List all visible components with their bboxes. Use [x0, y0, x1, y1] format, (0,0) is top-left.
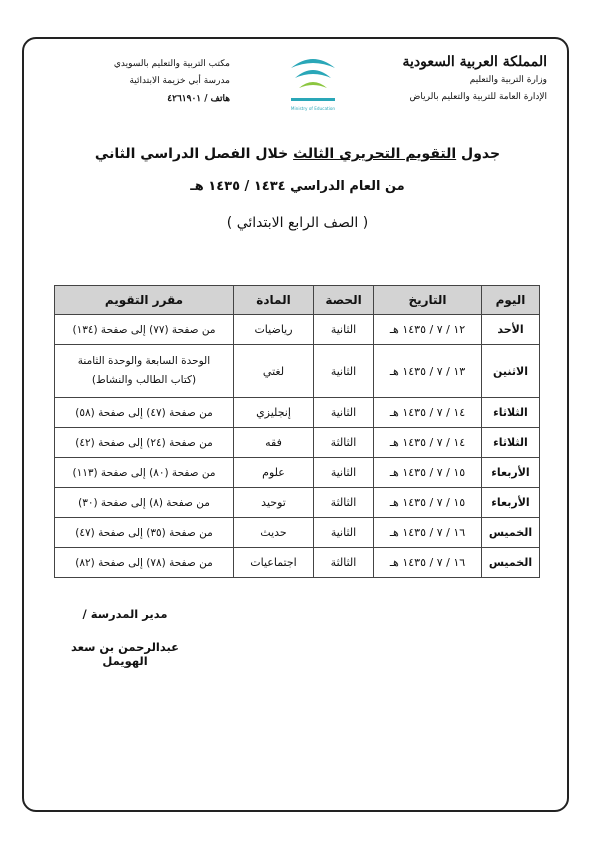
cell-day: الثلاثاء — [482, 428, 540, 458]
cell-period: الثانية — [314, 518, 374, 548]
table-row — [55, 315, 540, 345]
schedule-table — [54, 285, 540, 578]
cell-date: ١٦ / ٧ / ١٤٣٥ هـ — [374, 548, 482, 578]
cell-scope: من صفحة (٢٤) إلى صفحة (٤٢) — [55, 428, 234, 458]
cell-subject: رياضيات — [234, 315, 314, 345]
cell-period: الثالثة — [314, 488, 374, 518]
cell-scope — [55, 345, 234, 398]
table-row — [55, 345, 540, 398]
directorate-name: الإدارة العامة للتربية والتعليم بالرياض — [409, 92, 547, 102]
header-period: الحصة — [314, 286, 374, 315]
logo-caption: Ministry of Education — [290, 106, 336, 111]
academic-year: من العام الدراسي ١٤٣٤ / ١٤٣٥ هـ — [190, 179, 405, 194]
cell-subject: لغتي — [234, 345, 314, 398]
cell-date: ١٥ / ٧ / ١٤٣٥ هـ — [374, 488, 482, 518]
table-header-row — [55, 286, 540, 315]
cell-day: الخميس — [482, 548, 540, 578]
cell-period: الثالثة — [314, 428, 374, 458]
ministry-name: وزارة التربية والتعليم — [469, 75, 547, 85]
cell-subject: علوم — [234, 458, 314, 488]
cell-date: ١٤ / ٧ / ١٤٣٥ هـ — [374, 428, 482, 458]
cell-subject: اجتماعيات — [234, 548, 314, 578]
header-subject: المادة — [234, 286, 314, 315]
cell-date: ١٢ / ٧ / ١٤٣٥ هـ — [374, 315, 482, 345]
cell-subject: حديث — [234, 518, 314, 548]
cell-subject: توحيد — [234, 488, 314, 518]
header-date: التاريخ — [374, 286, 482, 315]
header-left-block — [80, 56, 230, 109]
cell-subject: فقه — [234, 428, 314, 458]
cell-period: الثالثة — [314, 548, 374, 578]
cell-period: الثانية — [314, 315, 374, 345]
school-name: مدرسة أبي خزيمة الابتدائية — [129, 76, 230, 86]
cell-day: الثلاثاء — [482, 398, 540, 428]
header-scope: مقرر التقويم — [55, 286, 234, 315]
cell-period: الثانية — [314, 398, 374, 428]
scope-line-1: الوحدة السابعة والوحدة الثامنة — [77, 355, 211, 367]
cell-date: ١٥ / ٧ / ١٤٣٥ هـ — [374, 458, 482, 488]
cell-scope: من صفحة (٣٥) إلى صفحة (٤٧) — [55, 518, 234, 548]
table-row — [55, 488, 540, 518]
cell-day: الأربعاء — [482, 488, 540, 518]
title-pre: جدول — [456, 146, 501, 162]
cell-scope: من صفحة (٧٧) إلى صفحة (١٣٤) — [55, 315, 234, 345]
title-underlined: التقويم التحريري الثالث — [293, 146, 457, 162]
cell-date: ١٣ / ٧ / ١٤٣٥ هـ — [374, 345, 482, 398]
header-day: اليوم — [482, 286, 540, 315]
grade-label: ( الصف الرابع الابتدائي ) — [226, 215, 369, 231]
cell-scope: من صفحة (٧٨) إلى صفحة (٨٢) — [55, 548, 234, 578]
kingdom-name: المملكة العربية السعودية — [402, 54, 547, 70]
cell-scope: من صفحة (٨) إلى صفحة (٣٠) — [55, 488, 234, 518]
cell-day: الخميس — [482, 518, 540, 548]
cell-period: الثانية — [314, 345, 374, 398]
signature-name: عبدالرحمن بن سعد الهويمل — [70, 640, 180, 668]
table-row — [55, 548, 540, 578]
cell-date: ١٤ / ٧ / ١٤٣٥ هـ — [374, 398, 482, 428]
title-post: خلال الفصل الدراسي الثاني — [94, 146, 294, 162]
school-phone: هاتف / ٤٢٦١٩٠١ — [167, 94, 230, 104]
cell-scope: من صفحة (٨٠) إلى صفحة (١١٣) — [55, 458, 234, 488]
office-name: مكتب التربية والتعليم بالسويدي — [113, 59, 230, 69]
table-row — [55, 428, 540, 458]
cell-day: الاثنين — [482, 345, 540, 398]
cell-subject: إنجليزي — [234, 398, 314, 428]
cell-period: الثانية — [314, 458, 374, 488]
table-row — [55, 398, 540, 428]
cell-scope: من صفحة (٤٧) إلى صفحة (٥٨) — [55, 398, 234, 428]
document-title — [0, 146, 595, 162]
cell-date: ١٦ / ٧ / ١٤٣٥ هـ — [374, 518, 482, 548]
header-right-block — [357, 52, 547, 106]
table-row — [55, 458, 540, 488]
scope-line-2: (كتاب الطالب والنشاط) — [91, 374, 197, 386]
cell-day: الأحد — [482, 315, 540, 345]
table-row — [55, 518, 540, 548]
cell-day: الأربعاء — [482, 458, 540, 488]
ministry-logo — [283, 48, 343, 114]
signature-role: مدير المدرسة / — [82, 607, 168, 621]
